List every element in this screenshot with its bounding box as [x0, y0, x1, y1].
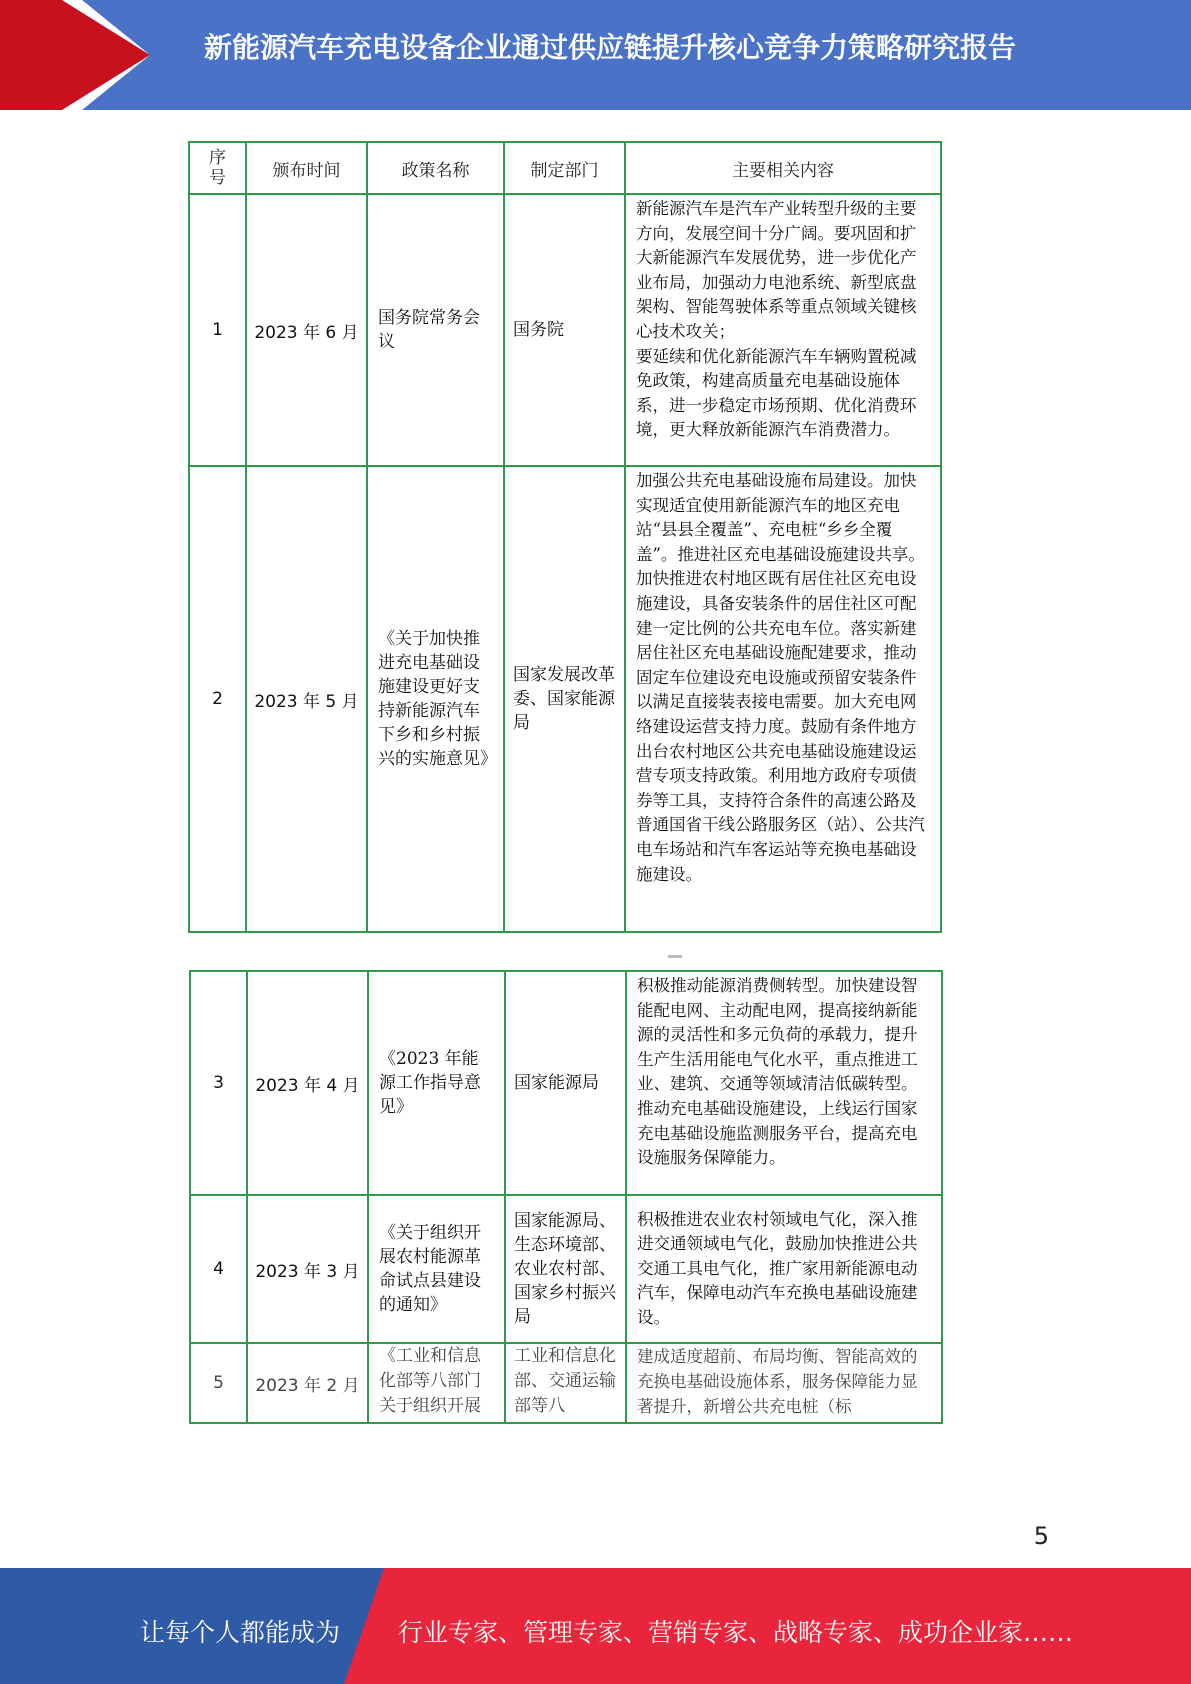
row-policy-name: 国务院常务会议 [367, 194, 504, 466]
row-date: 2023 年 6 月 [246, 194, 367, 466]
row-department: 国家能源局 [505, 971, 626, 1195]
footer-slogan-right: 行业专家、管理专家、营销专家、战略专家、成功企业家…… [398, 1618, 1074, 1647]
scan-artifact [668, 955, 682, 958]
page-number: 5 [1033, 1522, 1049, 1550]
row-policy-name: 《关于加快推进充电基础设施建设更好支持新能源汽车下乡和乡村振兴的实施意见》 [367, 466, 504, 932]
footer-banner [0, 1568, 1191, 1684]
report-title: 新能源汽车充电设备企业通过供应链提升核心竞争力策略研究报告 [203, 31, 1016, 64]
row-content: 积极推动能源消费侧转型。加快建设智能配电网、主动配电网，提高接纳新能源的灵活性和多元负荷的承载力，提升生产生活用能电气化水平，重点推进工业、建筑、交通等领域清洁低碳转型。推动充电基础设施建设，上线运行国家充电基础设施监测服务平台，提高充电设施服务保障能力。 [626, 971, 942, 1195]
row-date: 2023 年 4 月 [247, 971, 368, 1195]
row-department-text: 工业和信息化部、交通运输部等八 [514, 1346, 616, 1416]
row-department [505, 1343, 626, 1423]
row-number: 3 [190, 971, 247, 1195]
row-number: 2 [189, 466, 246, 932]
row-policy-name: 《关于组织开展农村能源革命试点县建设的通知》 [368, 1195, 505, 1343]
policy-table-part-1 [188, 141, 942, 933]
row-number: 4 [190, 1195, 247, 1343]
row-content: 加强公共充电基础设施布局建设。加快实现适宜使用新能源汽车的地区充电站“县县全覆盖”、充电桩“乡乡全覆盖”。推进社区充电基础设施建设共享。加快推进农村地区既有居住社区充电设施建设，具备安装条件的居住社区可配建一定比例的公共充电车位。落实新建居住社区充电基础设施配建要求，推动固定车位建设充电设施或预留安装条件以满足直接装表接电需要。加大充电网络建设运营支持力度。鼓励有条件地方出台农村地区公共充电基础设施建设运营专项支持政策。利用地方政府专项债券等工具，支持符合条件的高速公路及普通国省干线公路服务区（站）、公共汽电车场站和汽车客运站等充换电基础设施建设。 [625, 466, 941, 932]
table-row [189, 466, 941, 932]
table-header-row [189, 142, 941, 194]
policy-table-part-2 [189, 970, 943, 1424]
row-content-text: 建成适度超前、布局均衡、智能高效的充换电基础设施体系，服务保障能力显著提升，新增公共充电桩（标 [637, 1347, 918, 1416]
column-header-no: 序号 [189, 142, 246, 194]
column-header-name: 政策名称 [367, 142, 504, 194]
row-department: 国家能源局、生态环境部、农业农村部、国家乡村振兴局 [505, 1195, 626, 1343]
header-bar [0, 0, 1191, 110]
row-content [626, 1343, 942, 1423]
row-number: 5 [190, 1343, 247, 1423]
table-row [190, 971, 942, 1195]
row-policy-name: 《2023 年能源工作指导意见》 [368, 971, 505, 1195]
row-department: 国务院 [504, 194, 625, 466]
row-policy-name [368, 1343, 505, 1423]
table-row [190, 1195, 942, 1343]
table-row [189, 194, 941, 466]
row-date: 2023 年 5 月 [246, 466, 367, 932]
row-content: 积极推进农业农村领域电气化，深入推进交通领域电气化，鼓励加快推进公共交通工具电气化，推广家用新能源电动汽车，保障电动汽车充换电基础设施建设。 [626, 1195, 942, 1343]
row-content: 新能源汽车是汽车产业转型升级的主要方向，发展空间十分广阔。要巩固和扩大新能源汽车发展优势，进一步优化产业布局，加强动力电池系统、新型底盘架构、智能驾驶体系等重点领域关键核心技术攻关； 要延续和优化新能源汽车车辆购置税减免政策，构建高质量充电基础设施体系，进一步稳定市场预期、优化消费环境，更大释放新能源汽车消费潜力。 [625, 194, 941, 466]
column-header-dept: 制定部门 [504, 142, 625, 194]
column-header-content: 主要相关内容 [625, 142, 941, 194]
header-arrow-decoration [0, 0, 160, 110]
row-department: 国家发展改革委、国家能源局 [504, 466, 625, 932]
row-date: 2023 年 3 月 [247, 1195, 368, 1343]
table-row [190, 1343, 942, 1423]
column-header-date: 颁布时间 [246, 142, 367, 194]
footer-slogan-left: 让每个人都能成为 [140, 1618, 341, 1647]
row-number: 1 [189, 194, 246, 466]
row-date: 2023 年 2 月 [247, 1343, 368, 1423]
row-policy-name-text: 《工业和信息化部等八部门关于组织开展 [379, 1346, 481, 1416]
